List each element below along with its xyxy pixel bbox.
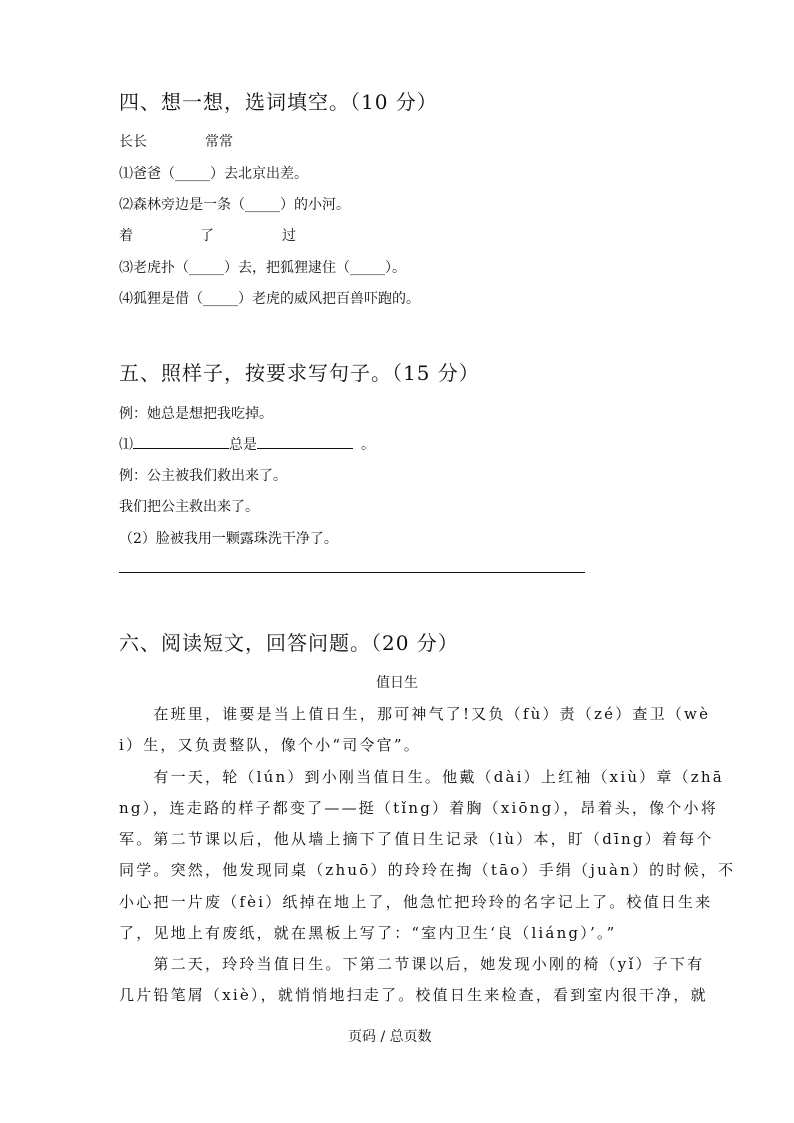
question-5-1-number: ⑴ [119,437,133,453]
answer-blank-2[interactable] [257,448,353,449]
question-5-1-middle: 总是 [229,437,257,453]
question-5-2: （2）脸被我用一颗露珠洗干净了。 [119,531,338,547]
question-4-3: ⑶老虎扑（_____）去，把狐狸逮住（_____）。 [119,260,406,276]
story-line: 有一天，轮（lún）到小刚当值日生。他戴（dài）上红袖（xiù）章（zhā [119,768,724,786]
example-2-rewrite: 我们把公主救出来了。 [119,499,259,515]
example-2: 例：公主被我们救出来了。 [119,468,287,484]
question-4-2: ⑵森林旁边是一条（_____）的小河。 [119,197,350,213]
story-line: 同学。突然，他发现同桌（zhuō）的玲玲在掏（tāo）手绢（juàn）的时候，不 [119,861,736,879]
story-line: 在班里，谁要是当上值日生，那可神气了!又负（fù）责（zé）查卫（wè [119,705,711,723]
word-option-4: 了 [200,228,214,244]
story-line: 第二天，玲玲当值日生。下第二节课以后，她发现小刚的椅（yǐ）子下有 [119,955,705,973]
question-5-1-end: 。 [361,437,375,453]
answer-blank-1[interactable] [133,448,229,449]
section-6-title: 六、阅读短文，回答问题。（20 分） [119,631,459,655]
story-line: 小心把一片废（fèi）纸掉在地上了，他急忙把玲玲的名字记上了。校值日生来 [119,893,713,911]
story-line: 军。第二节课以后，他从墙上摘下了值日生记录（lù）本，盯（dīng）着每个 [119,830,714,848]
example-1: 例：她总是想把我吃掉。 [119,406,273,422]
word-option-1: 长长 [119,134,147,150]
question-5-1 [119,434,375,454]
story-line: i）生，又负责整队，像个小“司令官”。 [119,736,421,754]
question-4-1: ⑴爸爸（_____）去北京出差。 [119,166,308,182]
section-4-title: 四、想一想，选词填空。（10 分） [119,90,438,114]
question-4-4: ⑷狐狸是借（_____）老虎的威风把百兽吓跑的。 [119,291,420,307]
word-option-3: 着 [119,228,133,244]
section-5-title: 五、照样子，按要求写句子。（15 分） [119,361,480,385]
page-number: 页码 / 总页数 [348,1029,432,1045]
word-option-2: 常常 [205,134,233,150]
story-line: 了，见地上有废纸，就在黑板上写了：“室内卫生‘良（liáng）’。” [119,924,617,942]
story-line: ng），连走路的样子都变了——挺（tǐng）着胸（xiōng），昂着头，像个小将 [119,799,718,817]
answer-line[interactable] [119,572,585,573]
word-option-5: 过 [282,228,296,244]
story-title: 值日生 [376,675,418,691]
story-line: 几片铅笔屑（xiè），就悄悄地扫走了。校值日生来检查，看到室内很干净，就 [119,986,708,1004]
